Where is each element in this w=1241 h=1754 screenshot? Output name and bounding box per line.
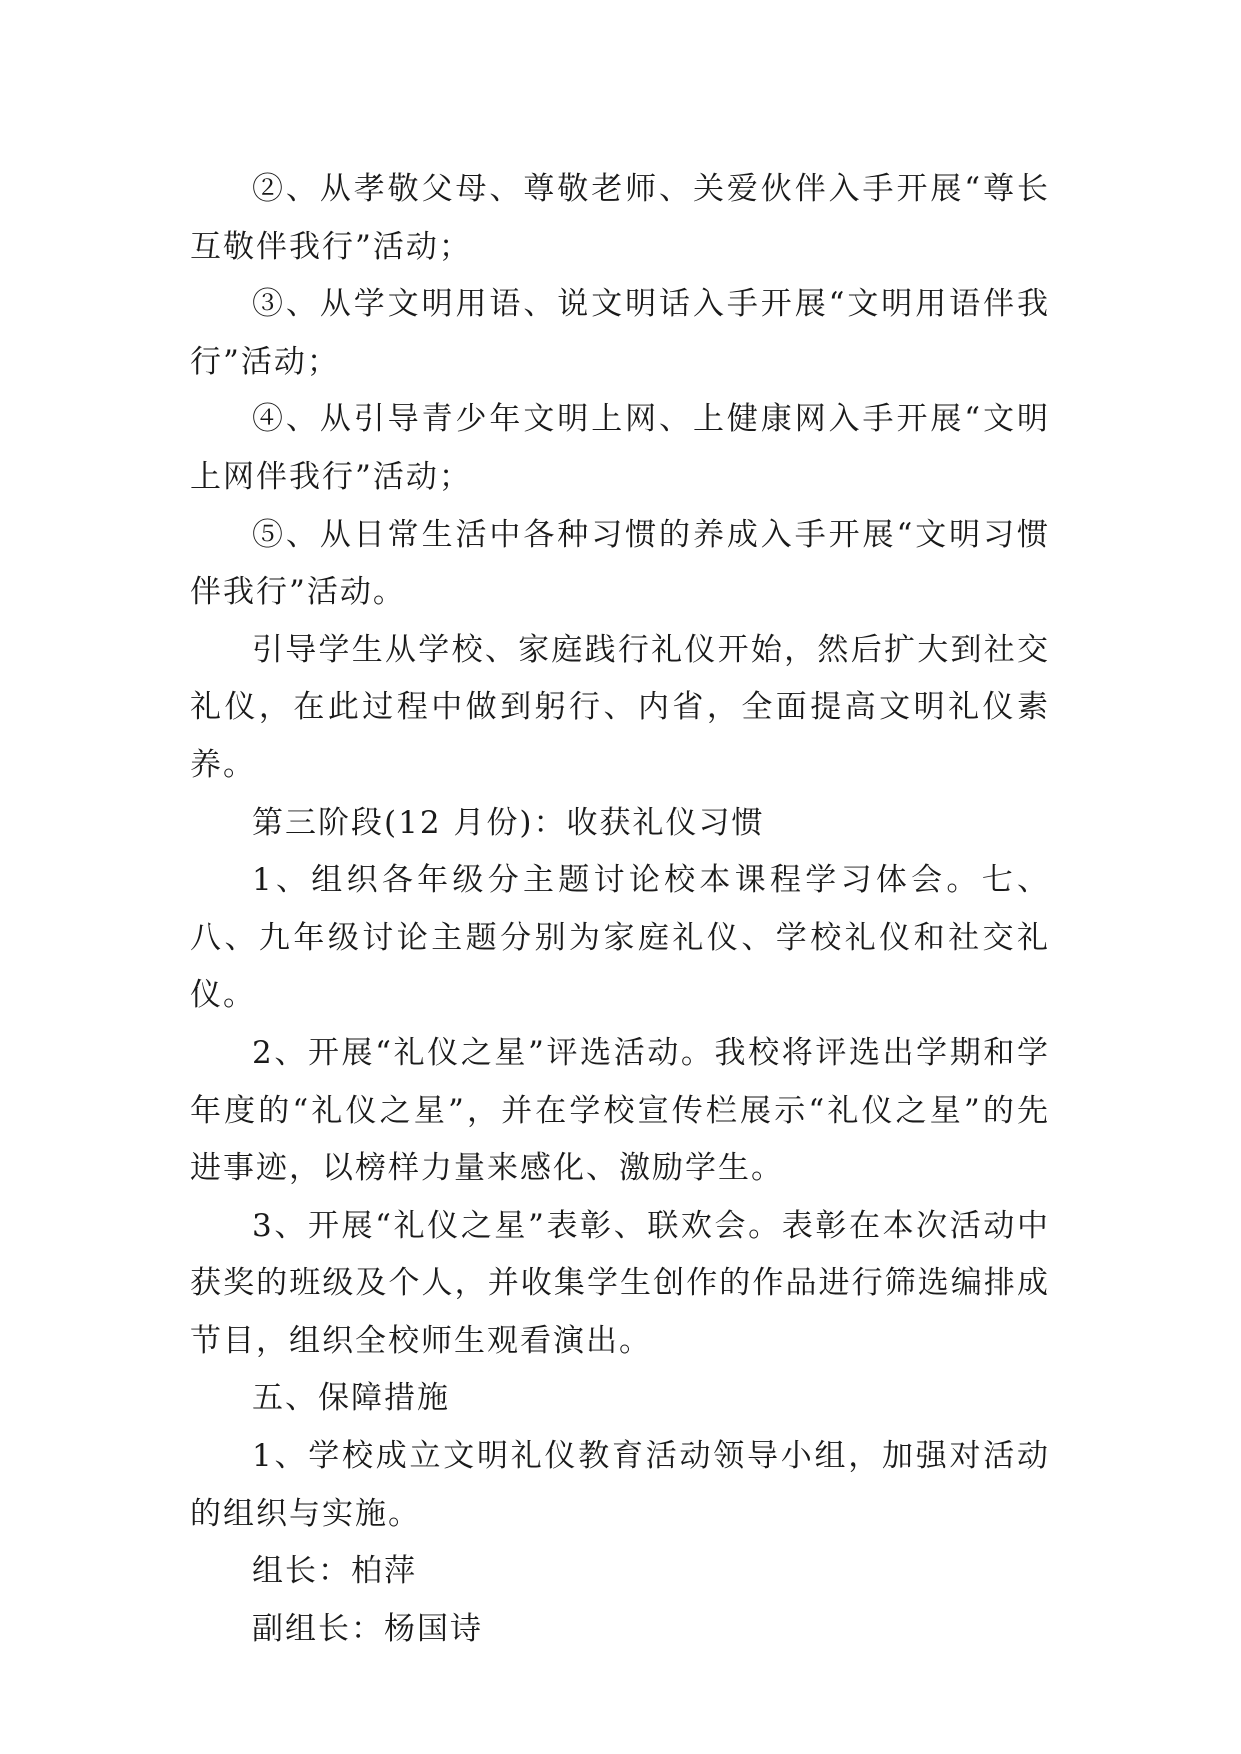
paragraph-civil-language-activity: ③、从学文明用语、说文明话入手开展“文明用语伴我行”活动； <box>190 286 1050 380</box>
section-heading-safeguards: 五、保障措施 <box>252 1380 450 1417</box>
paragraph-star-selection: 2、开展“礼仪之星”评选活动。我校将评选出学期和学年度的“礼仪之星”，并在学校宣传栏展示“礼仪之星”的先进事迹，以榜样力量来感化、激励学生。 <box>190 1034 1050 1187</box>
document-body <box>190 161 1050 1658</box>
paragraph-grade-discussion: 1、组织各年级分主题讨论校本课程学习体会。七、八、九年级讨论主题分别为家庭礼仪、学校礼仪和社交礼仪。 <box>190 862 1050 1014</box>
paragraph-star-commendation: 3、开展“礼仪之星”表彰、联欢会。表彰在本次活动中获奖的班级及个人，并收集学生创作的作品进行筛选编排成节目，组织全校师生观看演出。 <box>190 1207 1050 1359</box>
paragraph-respect-activity: ②、从孝敬父母、尊敬老师、关爱伙伴入手开展“尊长互敬伴我行”活动； <box>190 171 1050 265</box>
deputy-group-leader: 副组长：杨国诗 <box>252 1610 483 1647</box>
paragraph-civil-internet-activity: ④、从引导青少年文明上网、上健康网入手开展“文明上网伴我行”活动； <box>190 401 1050 495</box>
paragraph-civil-habits-activity: ⑤、从日常生活中各种习惯的养成入手开展“文明习惯伴我行”活动。 <box>190 516 1050 611</box>
group-leader: 组长：柏萍 <box>252 1553 417 1590</box>
section-heading-stage-three: 第三阶段(12 月份)：收获礼仪习惯 <box>252 804 765 841</box>
paragraph-leadership-group: 1、学校成立文明礼仪教育活动领导小组，加强对活动的组织与实施。 <box>190 1438 1050 1532</box>
paragraph-etiquette-guidance: 引导学生从学校、家庭践行礼仪开始，然后扩大到社交礼仪，在此过程中做到躬行、内省，全面提高文明礼仪素养。 <box>190 631 1050 783</box>
